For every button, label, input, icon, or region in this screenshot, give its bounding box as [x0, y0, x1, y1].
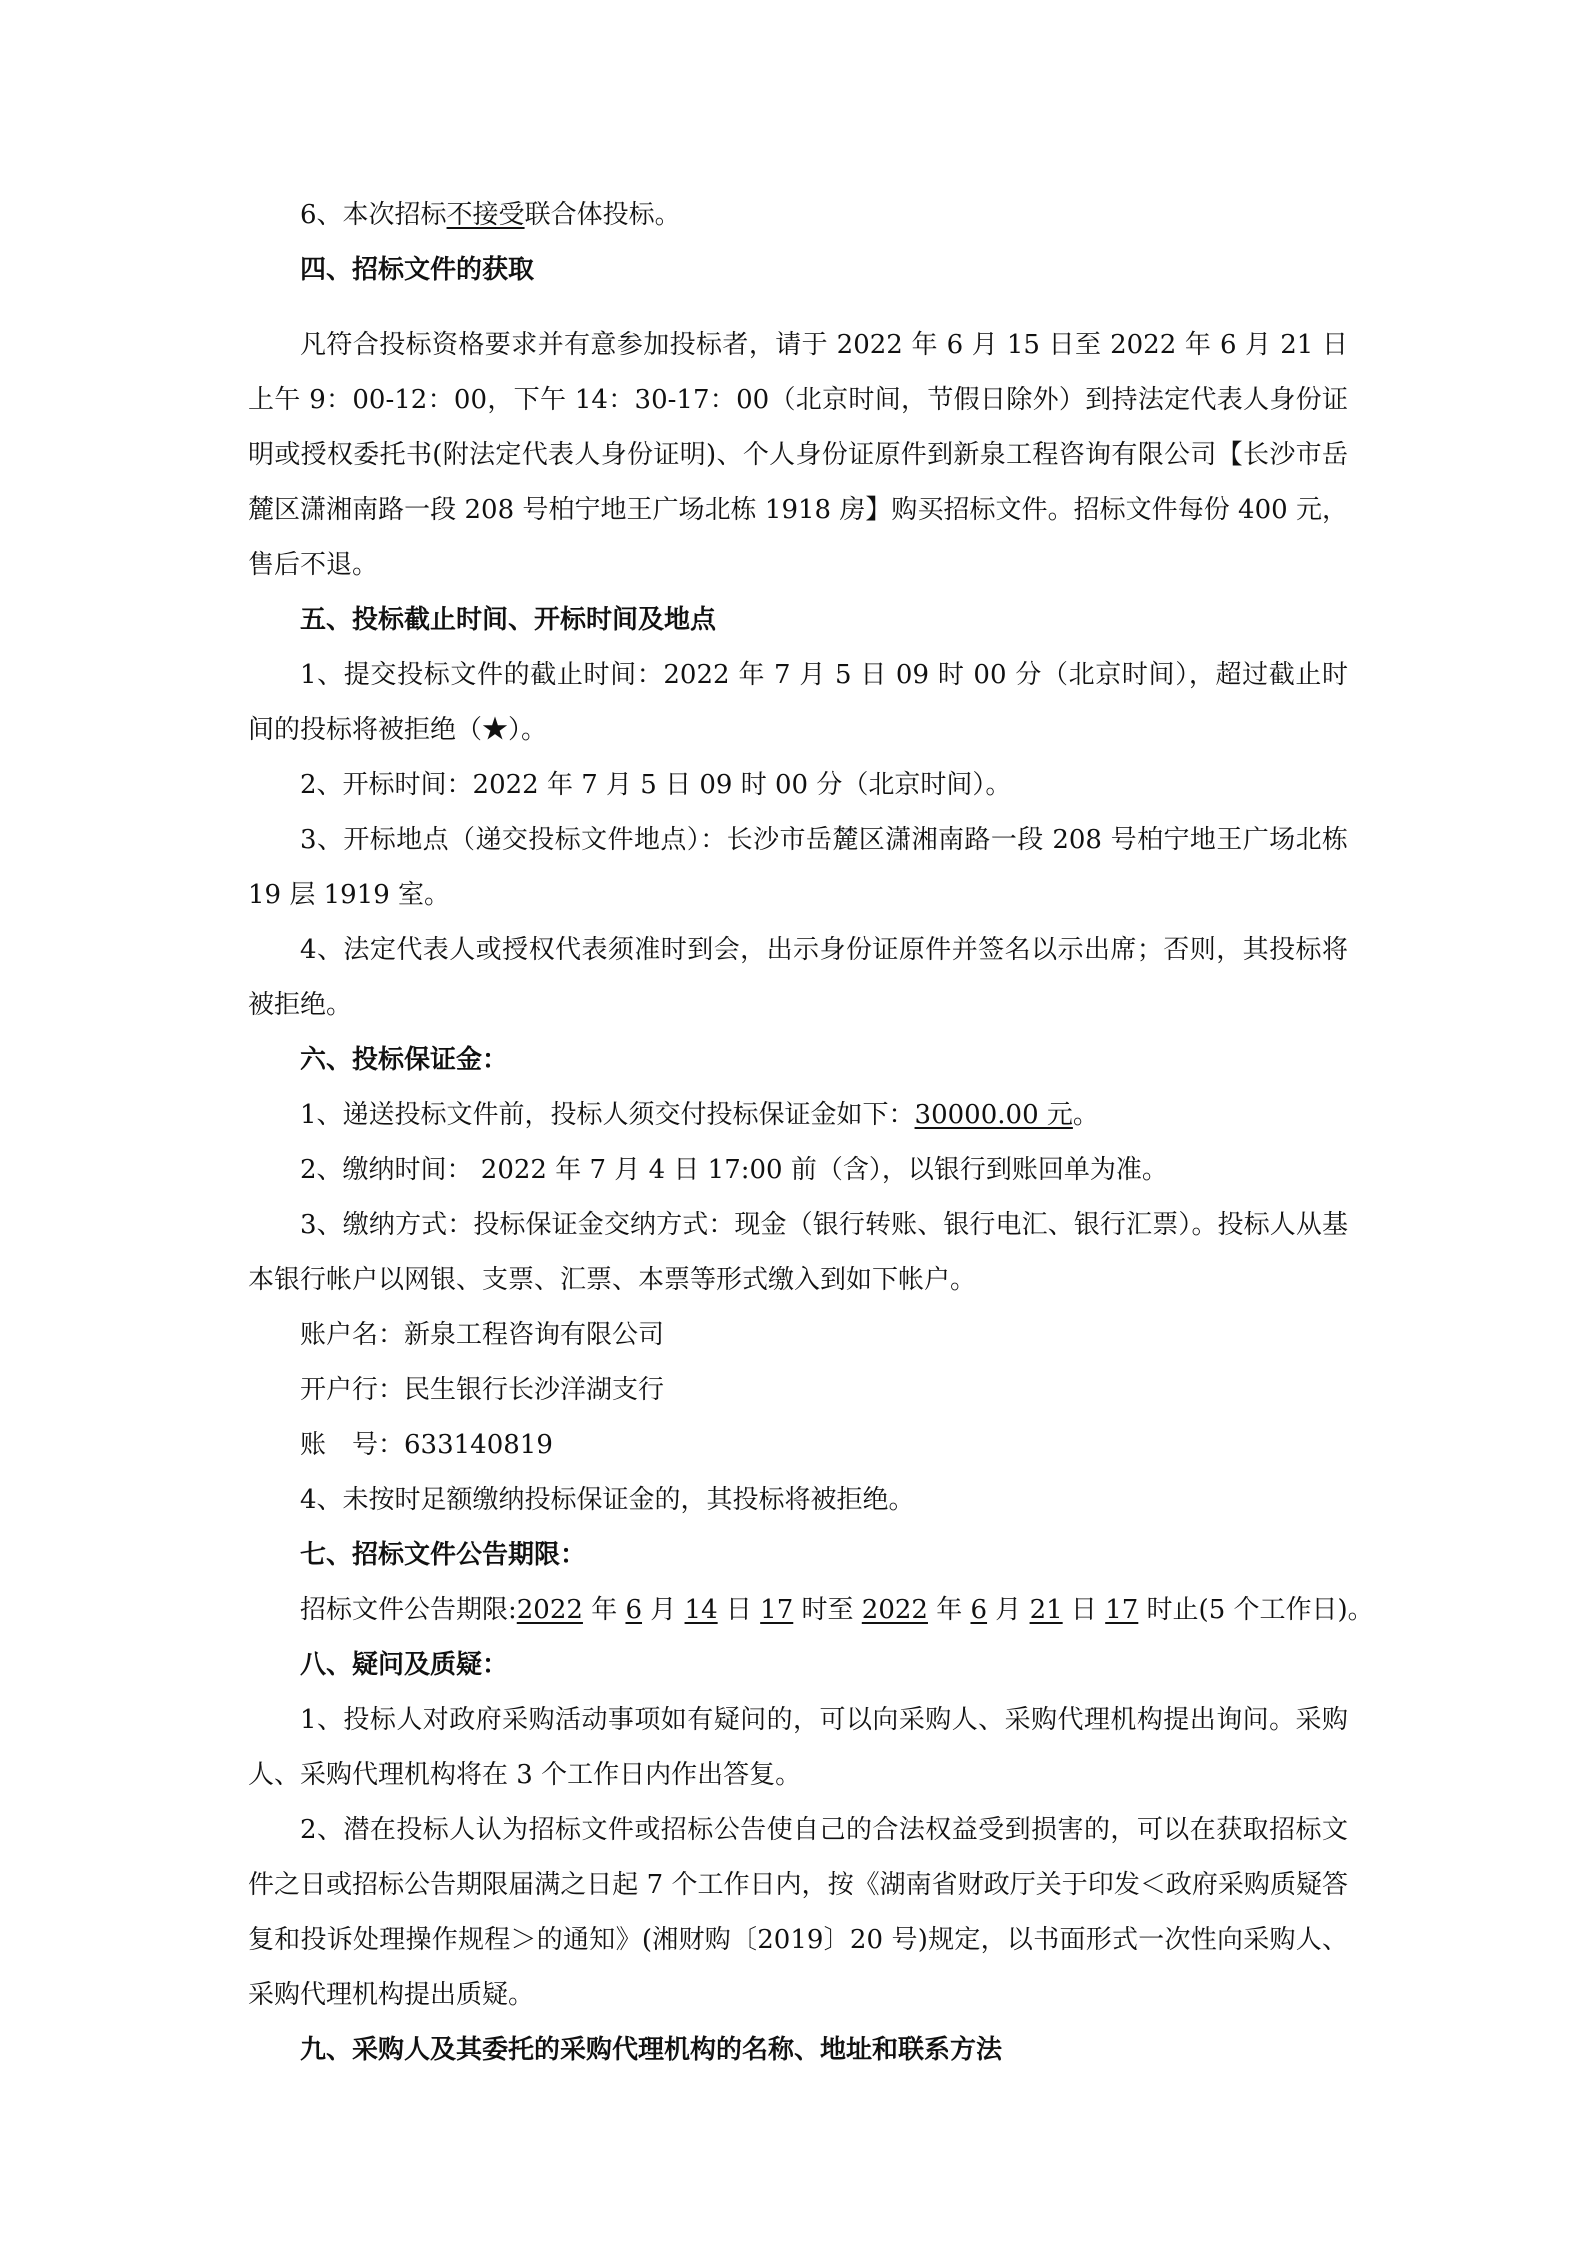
section-4-heading: 四、招标文件的获取 [300, 255, 535, 285]
account-number-label-b: 号：633140819 [352, 1430, 553, 1460]
item-6-pre: 6、本次招标 [300, 200, 447, 230]
period-text: 时止(5 个工作日)。 [1138, 1595, 1374, 1625]
item-6-post: 联合体投标。 [524, 200, 681, 230]
account-bank: 开户行：民生银行长沙洋湖支行 [300, 1375, 665, 1405]
period-date-value: 2022 [516, 1595, 583, 1625]
section-6-heading: 六、投标保证金： [300, 1045, 509, 1075]
section-7-heading: 七、招标文件公告期限： [300, 1540, 587, 1570]
section-8-heading: 八、疑问及质疑： [300, 1650, 509, 1680]
deposit-text: 1、递送投标文件前，投标人须交付投标保证金如下： [300, 1100, 915, 1130]
period-date-value: 14 [684, 1595, 718, 1625]
period-text: 月 [642, 1595, 685, 1625]
section-5-item-3: 3、开标地点（递交投标文件地点）：长沙市岳麓区潇湘南路一段 208 号柏宁地王广场北栋 19 层 1919 室。 [248, 825, 1348, 910]
period-text: 日 [1062, 1595, 1106, 1625]
section-6-item-4: 4、未按时足额缴纳投标保证金的，其投标将被拒绝。 [300, 1485, 915, 1515]
deposit-amount: 30000.00 元 [914, 1100, 1073, 1130]
section-6-item-2: 2、缴纳时间： 2022 年 7 月 4 日 17:00 前（含），以银行到账回单为准。 [300, 1155, 1168, 1185]
period-date-value: 17 [1105, 1595, 1139, 1625]
section-5-item-2: 2、开标时间：2022 年 7 月 5 日 09 时 00 分（北京时间）。 [300, 770, 1012, 800]
section-6-item-3: 3、缴纳方式：投标保证金交纳方式：现金（银行转账、银行电汇、银行汇票）。投标人从基本银行帐户以网银、支票、汇票、本票等形式缴入到如下帐户。 [248, 1210, 1348, 1295]
period-date-value: 2022 [861, 1595, 928, 1625]
section-9-heading: 九、采购人及其委托的采购代理机构的名称、地址和联系方法 [300, 2035, 1003, 2065]
item-6-underlined: 不接受 [446, 200, 525, 230]
period-date-value: 17 [760, 1595, 794, 1625]
period-date-value: 6 [970, 1595, 988, 1625]
section-6-item-1 [248, 1088, 1348, 1143]
section-5-heading: 五、投标截止时间、开标时间及地点 [300, 605, 717, 635]
period-text: 年 [927, 1595, 971, 1625]
period-text: 日 [717, 1595, 761, 1625]
account-number-label-a: 账 [300, 1430, 327, 1460]
period-text: 时至 [793, 1595, 862, 1625]
period-text: 招标文件公告期限: [300, 1595, 517, 1625]
account-number [248, 1418, 1348, 1473]
period-date-value: 21 [1029, 1595, 1063, 1625]
section-7-period [248, 1583, 1374, 1638]
period-text: 年 [582, 1595, 626, 1625]
section-8-item-1: 1、投标人对政府采购活动事项如有疑问的，可以向采购人、采购代理机构提出询问。采购人、采购代理机构将在 3 个工作日内作出答复。 [248, 1705, 1348, 1790]
period-text: 月 [987, 1595, 1030, 1625]
section-4-body: 凡符合投标资格要求并有意参加投标者，请于 2022 年 6 月 15 日至 2022 年 6 月 21 日上午 9：00-12：00，下午 14：30-17：00（北京时间，节假日除外）到持法定代表人身份证明或授权委托书(附法定代表人身份证明)、个人身份证原件到新泉工程咨询有限公司【长沙市岳麓区潇湘南路一段 208 号柏宁地王广场北栋 1918 房】购买招标文件。招标文件每份 400 元，售后不退。 [248, 330, 1348, 580]
document-body [248, 188, 1374, 2078]
deposit-end: 。 [1072, 1100, 1099, 1130]
account-name: 账户名：新泉工程咨询有限公司 [300, 1320, 665, 1350]
section-5-item-4: 4、法定代表人或授权代表须准时到会，出示身份证原件并签名以示出席；否则，其投标将被拒绝。 [248, 935, 1348, 1020]
item-6-consortium [248, 188, 1348, 243]
period-date-value: 6 [625, 1595, 643, 1625]
section-8-item-2: 2、潜在投标人认为招标文件或招标公告使自己的合法权益受到损害的，可以在获取招标文件之日或招标公告期限届满之日起 7 个工作日内，按《湖南省财政厅关于印发＜政府采购质疑答复和投诉处理操作规程＞的通知》(湘财购〔2019〕20 号)规定，以书面形式一次性向采购人、采购代理机构提出质疑。 [248, 1815, 1348, 2010]
section-5-item-1: 1、提交投标文件的截止时间：2022 年 7 月 5 日 09 时 00 分（北京时间），超过截止时间的投标将被拒绝（★）。 [248, 660, 1348, 745]
